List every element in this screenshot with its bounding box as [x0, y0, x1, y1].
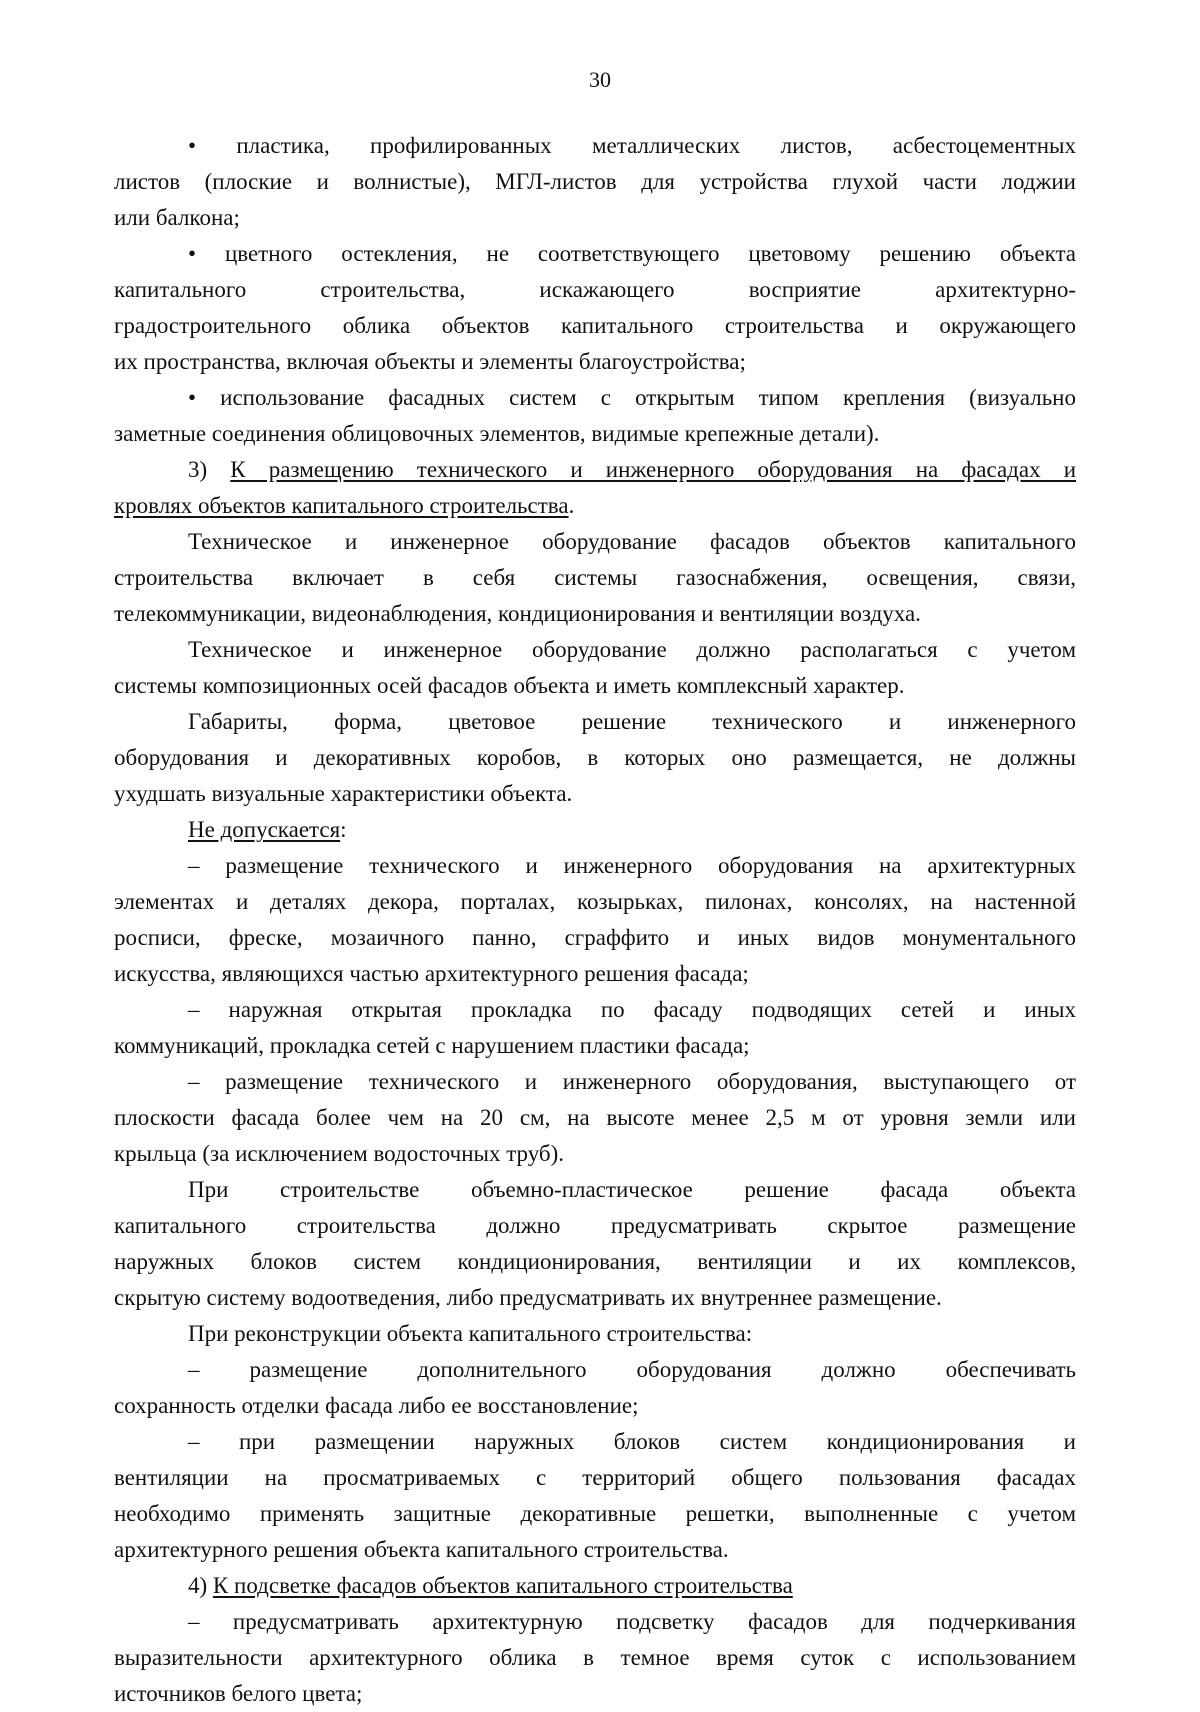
text-line: – размещение дополнительного оборудования должно обеспечивать: [188, 1357, 1076, 1382]
text-line: Габариты, форма, цветовое решение технического и инженерного: [188, 709, 1076, 734]
text-line: • использование фасадных систем с открытым типом крепления (визуально: [188, 385, 1076, 410]
text-line: сохранность отделки фасада либо ее восстановление;: [114, 1393, 639, 1418]
underlined-heading: Не допускается: [188, 817, 341, 842]
text-line: выразительности архитектурного облика в темное время суток с использованием: [114, 1645, 1076, 1670]
text-line: плоскости фасада более чем на 20 см, на высоте менее 2,5 м от уровня земли или: [114, 1105, 1076, 1130]
text-line: При строительстве объемно-пластическое решение фасада объекта: [188, 1177, 1076, 1202]
text-line: – наружная открытая прокладка по фасаду подводящих сетей и иных: [188, 997, 1076, 1022]
text-line: росписи, фреске, мозаичного панно, сграффито и иных видов монументального: [114, 925, 1076, 950]
text-line: – предусматривать архитектурную подсветку фасадов для подчеркивания: [188, 1609, 1076, 1634]
text-line: ухудшать визуальные характеристики объекта.: [114, 781, 573, 806]
text-line: заметные соединения облицовочных элементов, видимые крепежные детали).: [114, 421, 880, 446]
text-line: оборудования и декоративных коробов, в которых оно размещается, не должны: [114, 745, 1076, 770]
text-line: источников белого цвета;: [114, 1681, 363, 1706]
text-line: элементах и деталях декора, порталах, козырьках, пилонах, консолях, на настенной: [114, 889, 1076, 914]
text-line: телекоммуникации, видеонаблюдения, кондиционирования и вентиляции воздуха.: [114, 601, 921, 626]
text-line: градостроительного облика объектов капитального строительства и окружающего: [114, 313, 1076, 338]
text-line: кровлях объектов капитального строительства.: [114, 493, 575, 518]
text-line: листов (плоские и волнистые), МГЛ-листов для устройства глухой части лоджии: [114, 169, 1076, 194]
text-line: искусства, являющихся частью архитектурного решения фасада;: [114, 961, 749, 986]
text-line: системы композиционных осей фасадов объекта и иметь комплексный характер.: [114, 673, 905, 698]
text-line: Не допускается:: [188, 817, 347, 842]
page-number: 30: [589, 67, 611, 92]
text-line: • пластика, профилированных металлических листов, асбестоцементных: [188, 133, 1076, 158]
text-line: – размещение технического и инженерного оборудования, выступающего от: [188, 1069, 1076, 1094]
text-line: капитального строительства, искажающего восприятие архитектурно-: [114, 277, 1076, 302]
text-line: скрытую систему водоотведения, либо предусматривать их внутреннее размещение.: [114, 1285, 942, 1310]
text-line: капитального строительства должно предусматривать скрытое размещение: [114, 1213, 1076, 1238]
text-line: наружных блоков систем кондиционирования, вентиляции и их комплексов,: [114, 1249, 1076, 1274]
text-line: или балкона;: [114, 205, 240, 230]
text-line: Техническое и инженерное оборудование должно располагаться с учетом: [188, 637, 1076, 662]
text-line: • цветного остекления, не соответствующего цветовому решению объекта: [188, 241, 1076, 266]
text-line: необходимо применять защитные декоративные решетки, выполненные с учетом: [114, 1501, 1076, 1526]
text-line: [114, 452, 1076, 488]
text-line: – размещение технического и инженерного оборудования на архитектурных: [188, 853, 1076, 878]
text-line: [114, 1568, 1076, 1604]
text-line: архитектурного решения объекта капитального строительства.: [114, 1537, 729, 1562]
document-body: [114, 128, 1076, 1712]
text-line: коммуникаций, прокладка сетей с нарушением пластики фасада;: [114, 1033, 750, 1058]
text-line: При реконструкции объекта капитального строительства:: [188, 1321, 753, 1346]
text-line: вентиляции на просматриваемых с территорий общего пользования фасадах: [114, 1465, 1076, 1490]
text-line: Техническое и инженерное оборудование фасадов объектов капитального: [188, 529, 1076, 554]
list-number: 4): [188, 1573, 213, 1598]
text-line: их пространства, включая объекты и элементы благоустройства;: [114, 349, 746, 374]
underlined-heading: кровлях объектов капитального строительства: [114, 493, 569, 518]
list-number: 3): [188, 457, 231, 482]
text-line: – при размещении наружных блоков систем кондиционирования и: [188, 1429, 1076, 1454]
underlined-heading: К подсветке фасадов объектов капитального строительства: [212, 1573, 793, 1598]
underlined-heading: К размещению технического и инженерного оборудования на фасадах и: [230, 457, 1076, 482]
text-line: крыльца (за исключением водосточных труб).: [114, 1141, 565, 1166]
text-line: строительства включает в себя системы газоснабжения, освещения, связи,: [114, 565, 1076, 590]
